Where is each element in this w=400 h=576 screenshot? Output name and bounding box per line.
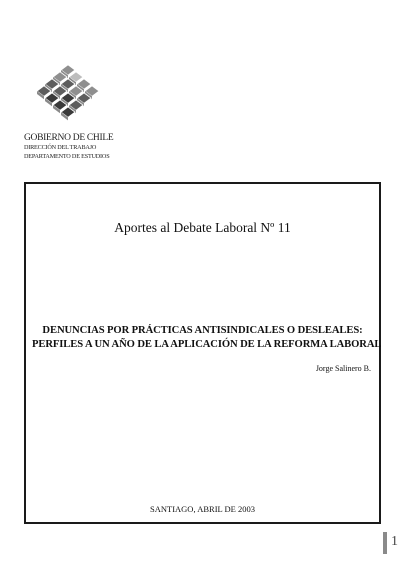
cube-logo-icon bbox=[28, 62, 108, 136]
document-title-line-1: DENUNCIAS POR PRÁCTICAS ANTISINDICALES O DESLEALES: bbox=[42, 325, 363, 336]
organization-block bbox=[24, 134, 164, 161]
place-date: SANTIAGO, ABRIL DE 2003 bbox=[150, 504, 255, 514]
document-title bbox=[32, 324, 382, 352]
page-marker-bar bbox=[383, 532, 387, 554]
cover-box bbox=[24, 182, 381, 524]
author: Jorge Salinero B. bbox=[315, 364, 371, 373]
division-name: DIRECCIÓN DEL TRABAJO bbox=[24, 144, 97, 151]
organization-name: GOBIERNO DE CHILE bbox=[24, 133, 114, 143]
department-name: DEPARTAMENTO DE ESTUDIOS bbox=[24, 153, 110, 160]
page-number: 1 bbox=[391, 534, 398, 549]
series-title: Aportes al Debate Laboral Nº 11 bbox=[114, 220, 291, 235]
document-title-line-2: PERFILES A UN AÑO DE LA APLICACIÓN DE LA REFORMA LABORAL bbox=[32, 339, 382, 350]
chile-government-logo bbox=[28, 62, 108, 136]
